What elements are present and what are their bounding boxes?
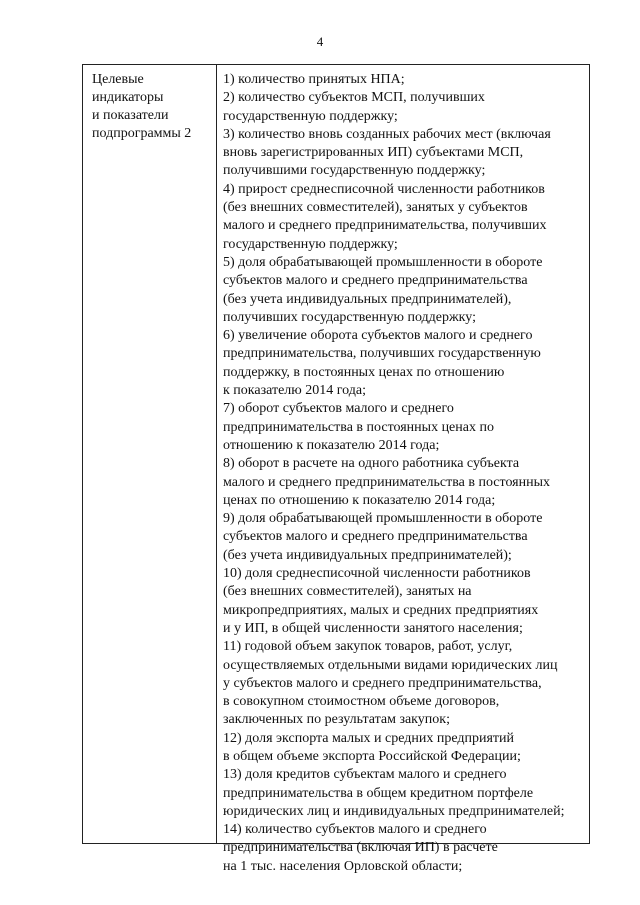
indicator-text-line: микропредприятиях, малых и средних предприятиях bbox=[223, 602, 539, 618]
indicator-text-line: 14) количество субъектов малого и среднего bbox=[223, 822, 487, 838]
indicator-text-line: 6) увеличение оборота субъектов малого и среднего bbox=[223, 328, 533, 344]
indicator-text-line: юридических лиц и индивидуальных предпринимателей; bbox=[223, 803, 565, 819]
indicator-text-line: у субъектов малого и среднего предпринимательства, bbox=[223, 675, 542, 691]
indicator-text-line: (без внешних совместителей), занятых на bbox=[223, 584, 472, 600]
indicator-text-line: малого и среднего предпринимательства в постоянных bbox=[223, 474, 551, 490]
indicator-text-line: 11) годовой объем закупок товаров, работ, услуг, bbox=[223, 639, 513, 655]
indicator-text-line: 3) количество вновь созданных рабочих мест (включая bbox=[223, 126, 551, 142]
indicator-text-line: субъектов малого и среднего предпринимательства bbox=[223, 273, 528, 289]
indicator-text-line: 9) доля обрабатывающей промышленности в обороте bbox=[223, 511, 543, 527]
indicator-text-line: получивших государственную поддержку; bbox=[223, 309, 476, 325]
indicator-text-line: государственную поддержку; bbox=[223, 236, 398, 252]
indicator-text-line: предпринимательства (включая ИП) в расчете bbox=[223, 840, 498, 856]
indicator-text-line: (без внешних совместителей), занятых у субъектов bbox=[223, 200, 528, 216]
page-number: 4 bbox=[316, 34, 324, 49]
indicator-text-line: 7) оборот субъектов малого и среднего bbox=[223, 401, 454, 417]
row-label-line: Целевые bbox=[92, 72, 144, 87]
indicator-text-line: (без учета индивидуальных предпринимателей), bbox=[223, 291, 512, 307]
row-content-cell bbox=[223, 71, 587, 876]
indicator-text-line: 8) оборот в расчете на одного работника субъекта bbox=[223, 456, 520, 472]
row-label-line: индикаторы bbox=[92, 90, 164, 105]
row-label-line: и показатели bbox=[92, 108, 169, 123]
indicator-text-line: субъектов малого и среднего предпринимательства bbox=[223, 529, 528, 545]
indicator-text-line: и у ИП, в общей численности занятого населения; bbox=[223, 620, 523, 636]
indicator-text-line: 13) доля кредитов субъектам малого и среднего bbox=[223, 767, 507, 783]
row-label-cell bbox=[92, 71, 212, 143]
indicator-text-line: в общем объеме экспорта Российской Федерации; bbox=[223, 748, 521, 764]
indicator-text-line: отношению к показателю 2014 года; bbox=[223, 437, 440, 453]
indicator-text-line: предпринимательства в общем кредитном портфеле bbox=[223, 785, 534, 801]
indicator-text-line: поддержку, в постоянных ценах по отношению bbox=[223, 364, 505, 380]
indicator-text-line: 5) доля обрабатывающей промышленности в обороте bbox=[223, 254, 543, 270]
indicator-text-line: предпринимательства в постоянных ценах по bbox=[223, 419, 494, 435]
indicator-text-line: 4) прирост среднесписочной численности работников bbox=[223, 181, 545, 197]
indicator-text-line: на 1 тыс. населения Орловской области; bbox=[223, 858, 463, 874]
indicator-text-line: в совокупном стоимостном объеме договоров, bbox=[223, 694, 500, 710]
indicator-text-line: государственную поддержку; bbox=[223, 108, 398, 124]
column-divider bbox=[216, 65, 217, 843]
indicator-text-line: предпринимательства, получивших государственную bbox=[223, 346, 541, 362]
indicator-text-line: к показателю 2014 года; bbox=[223, 383, 366, 399]
indicator-text-line: ценах по отношению к показателю 2014 года; bbox=[223, 492, 496, 508]
indicator-text-line: осуществляемых отдельными видами юридических лиц bbox=[223, 657, 558, 673]
indicator-text-line: 12) доля экспорта малых и средних предприятий bbox=[223, 730, 515, 746]
indicator-text-line: (без учета индивидуальных предпринимателей); bbox=[223, 547, 512, 563]
indicator-text-line: заключенных по результатам закупок; bbox=[223, 712, 450, 728]
indicators-table bbox=[82, 64, 590, 874]
indicator-text-line: малого и среднего предпринимательства, получивших bbox=[223, 218, 547, 234]
indicator-text-line: получившими государственную поддержку; bbox=[223, 163, 486, 179]
indicator-text-line: 10) доля среднесписочной численности работников bbox=[223, 566, 531, 582]
row-label-line: подпрограммы 2 bbox=[92, 126, 192, 141]
indicator-text-line: вновь зарегистрированных ИП) субъектами МСП, bbox=[223, 145, 524, 161]
indicator-text-line: 2) количество субъектов МСП, получивших bbox=[223, 90, 485, 106]
indicator-text-line: 1) количество принятых НПА; bbox=[223, 72, 405, 87]
